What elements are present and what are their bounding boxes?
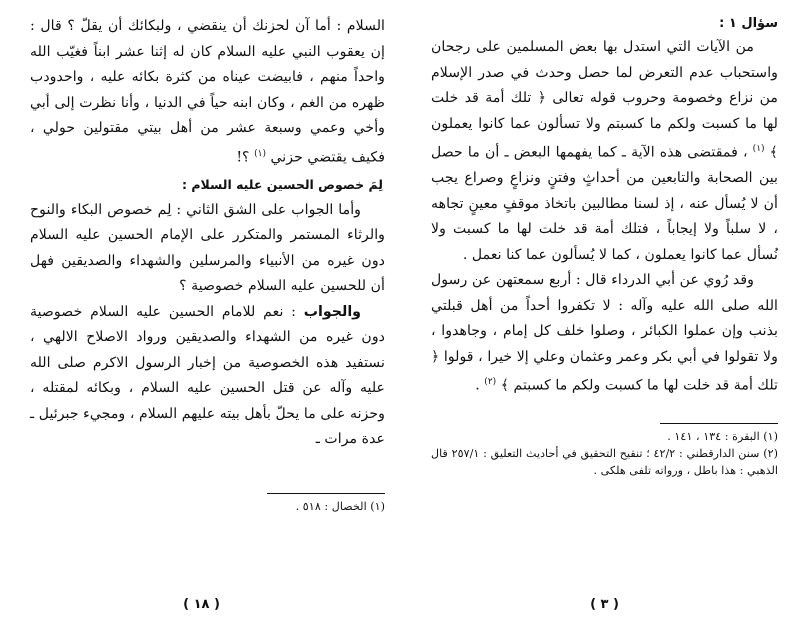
page-number: ( ١٨ ) [183, 597, 220, 612]
left-paragraph-1-text: السلام : أما آن لحزنك أن ينقضي ، ولبكائك أن يقلّ ؟ قال : إن يعقوب النبي عليه السلام كان له إثنا عشر ابناً فغيّب الله واحداً منهم ، فابيضت عيناه من كثرة بكائه عليه ، واحدودب ظهره من الغم ، وكان ابنه حياً في الدنيا ، وأنا نظرت إلى أبي وأخي وعمي وسبعة عشر من أهل بيتي مقتولين حولي ، فكيف يقتضي حزني [30, 18, 385, 166]
left-paragraph-3-text: : نعم للامام الحسين عليه السلام خصوصية دون غيره من الشهداء والصديقين ورواد الاصلاح الالهي ، نستفيد هذه الخصوصية من إخبار الرسول الاكرم صلى الله عليه وآله عن قتل الحسين عليه السلام ، وبكائه لمقتله ، وحزنه على ما يحلّ بأهل بيته عليهم السلام ، ومجيء جبرئيل ـ عدة مرات ـ [30, 303, 385, 448]
right-paragraph-1 [431, 35, 778, 268]
answer-lead: والجواب [303, 303, 361, 320]
right-footnote-1: (١) البقرة : ١٣٤ ، ١٤١ . [667, 430, 778, 444]
right-paragraph-2 [431, 268, 778, 399]
left-paragraph-3 [30, 300, 385, 453]
right-paragraph-2-text: وقد رُوي عن أبي الدرداء قال : أربع سمعتهن عن رسول الله صلى الله عليه وآله : لا تكفروا أحداً من أهل قبلتي بذنب وإن عملوا الكبائر ، وصلوا خلف كل إمام ، وجاهدوا ، ولا تقولوا في أبي بكر وعمر وعثمان وعلي إلا خيرا ، قولوا ﴿ تلك أمة قد خلت لها ما كسبت ولكم ما كسبتم ﴾ [431, 272, 778, 394]
right-paragraph-1-text: من الآيات التي استدل بها بعض المسلمين على رجحان واستحباب عدم التعرض لما حصل وحدث في صدر الإسلام من نزاع وخصومة وحروب قوله تعالى ﴿ تلك أمة قد خلت لها ما كسبت ولكم ما كسبتم ولا تسألون عما كانوا يعملون ﴾ [431, 39, 778, 161]
right-page [403, 0, 806, 624]
footnote-divider [660, 423, 778, 424]
right-footnote-2: (٢) سنن الدارقطني : ٤٢/٢ ؛ تنقيح التحقيق في أحاديث التعليق : ٢٥٧/١ قال الذهبي : هذا باطل ، ورواته تلفى هلكى . [431, 447, 778, 478]
footnote-divider [267, 493, 385, 494]
left-paragraph-1 [30, 14, 385, 171]
page-number: ( ٣ ) [590, 597, 619, 612]
left-paragraph-1-end: ؟! [236, 149, 255, 166]
left-paragraph-2: وأما الجواب على الشق الثاني : لِم خصوص البكاء والنوح والرثاء المستمر والمتكرر على الإمام الحسين عليه السلام دون غيره من الأنبياء والمرسلين والشهداء والصديقين فهل أن للحسين عليه السلام خصوصية ؟ [30, 201, 385, 295]
question-heading: سؤال ١ : [719, 16, 778, 31]
footnote-ref-1: (١) [752, 144, 765, 154]
left-footnote-1: (١) الخصال : ٥١٨ . [295, 499, 385, 513]
right-paragraph-2-end: . [475, 377, 485, 394]
right-paragraph-1-cont: ، فمقتضى هذه الآية ـ كما يفهمها البعض ـ أن ما حصل بين الصحابة والتابعين من أحداثٍ وفتنٍ ونزاعٍ وصراع يجب أن لا يُسأل عنه ، إذ لسنا مطالبين باتخاذ موقفٍ معينٍ تجاهه ، لا سلباً ولا إيجاباً ، فتلك أمة قد خلت لها ما كسبت ولا نُسأل عما كانوا يعملون ، كما لا يُسألون عما كنا نعمل . [431, 144, 778, 263]
footnote-ref-2: (٢) [484, 377, 497, 388]
footnote-ref-1: (١) [254, 148, 266, 159]
section-subheading: لِمَ خصوص الحسين عليه السلام : [182, 176, 383, 192]
